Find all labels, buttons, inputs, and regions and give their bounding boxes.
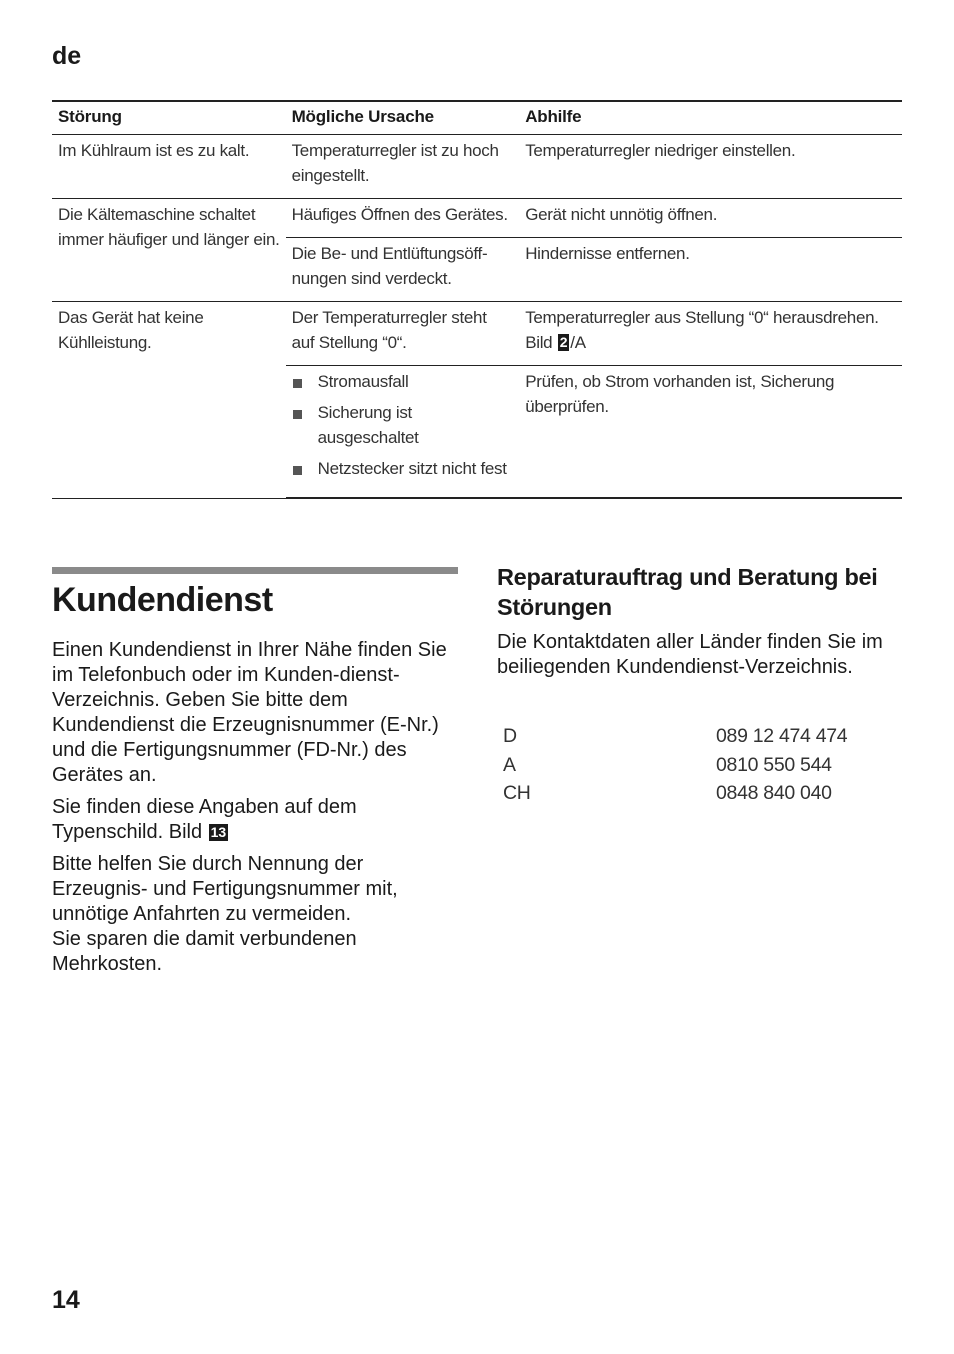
- problem-cell: Die Kältemaschine schaltet immer häufiger und länger ein.: [52, 199, 286, 302]
- country-code: D: [503, 725, 517, 747]
- kundendienst-body: [52, 638, 462, 984]
- cause-cell: Der Temperaturregler steht auf Stellung “0“.: [286, 302, 520, 366]
- header-problem: Störung: [52, 101, 286, 135]
- remedy-cell: Prüfen, ob Strom vorhanden ist, Sicherung überprüfen.: [519, 366, 902, 499]
- table-row: [52, 135, 902, 199]
- list-item: Sicherung ist ausgeschaltet: [292, 400, 514, 450]
- cause-cell: Temperaturregler ist zu hoch eingestellt.: [286, 135, 520, 199]
- cause-cell: Häufiges Öffnen des Gerätes.: [286, 199, 520, 238]
- phone-number: 089 12 474 474: [716, 725, 848, 747]
- paragraph: Die Kontaktdaten aller Länder finden Sie im beiliegenden Kundendienst-Verzeichnis.: [497, 631, 883, 678]
- remedy-suffix: /A: [570, 333, 586, 352]
- phone-number: 0848 840 040: [716, 782, 832, 804]
- contact-table: [497, 722, 847, 808]
- paragraph-text: Bitte helfen Sie durch Nennung der Erzeugnis- und Fertigungsnummer mit, unnötige Anfahrten zu vermeiden.: [52, 853, 398, 925]
- troubleshooting-table: [52, 100, 902, 499]
- subsection-title: Reparaturauftrag und Beratung bei Störungen: [497, 564, 878, 620]
- header-remedy: Abhilfe: [519, 101, 902, 135]
- problem-cell: Im Kühlraum ist es zu kalt.: [52, 135, 286, 199]
- country-code: CH: [503, 782, 531, 804]
- section-title: Kundendienst: [52, 581, 273, 619]
- paragraph: [52, 852, 462, 977]
- reparatur-body: [497, 630, 907, 680]
- remedy-text: Temperaturregler aus Stellung “0“ herausdrehen. Bild: [525, 308, 879, 352]
- paragraph-text: Sie finden diese Angaben auf dem Typenschild. Bild: [52, 796, 357, 843]
- paragraph: Einen Kundendienst in Ihrer Nähe finden Sie im Telefonbuch oder im Kunden-dienst-Verzeichnis. Geben Sie bitte dem Kundendienst die Erzeugnisnummer (E-Nr.) und die Fertigungsnummer (FD-Nr.) des Gerätes an.: [52, 639, 447, 786]
- table-row: [497, 722, 847, 751]
- section-rule: [52, 567, 458, 574]
- table-row: [497, 779, 847, 808]
- remedy-cell: Gerät nicht unnötig öffnen.: [519, 199, 902, 238]
- figure-reference: 2: [559, 334, 568, 350]
- page-number: 14: [52, 1286, 80, 1314]
- problem-cell: Das Gerät hat keine Kühlleistung.: [52, 302, 286, 499]
- phone-number: 0810 550 544: [716, 753, 832, 776]
- remedy-cell: Hindernisse entfernen.: [519, 238, 902, 302]
- paragraph-text: Sie sparen die damit verbundenen Mehrkosten.: [52, 928, 357, 975]
- header-cause: Mögliche Ursache: [286, 101, 520, 135]
- remedy-cell: Temperaturregler niedriger einstellen.: [519, 135, 902, 199]
- remedy-cell: [519, 302, 902, 366]
- country-code: A: [503, 753, 516, 776]
- table-row: [52, 199, 902, 238]
- cause-cell: Die Be- und Entlüftungsöff-nungen sind verdeckt.: [286, 238, 520, 302]
- table-row: [497, 751, 847, 780]
- cause-cell: [286, 366, 520, 499]
- list-item: Stromausfall: [292, 369, 514, 394]
- figure-reference: 13: [210, 824, 227, 840]
- language-label: de: [52, 42, 82, 70]
- table-header-row: [52, 101, 902, 135]
- table-row: [52, 302, 902, 366]
- paragraph: [52, 795, 462, 845]
- list-item: Netzstecker sitzt nicht fest: [292, 456, 514, 481]
- cause-list: [292, 369, 514, 481]
